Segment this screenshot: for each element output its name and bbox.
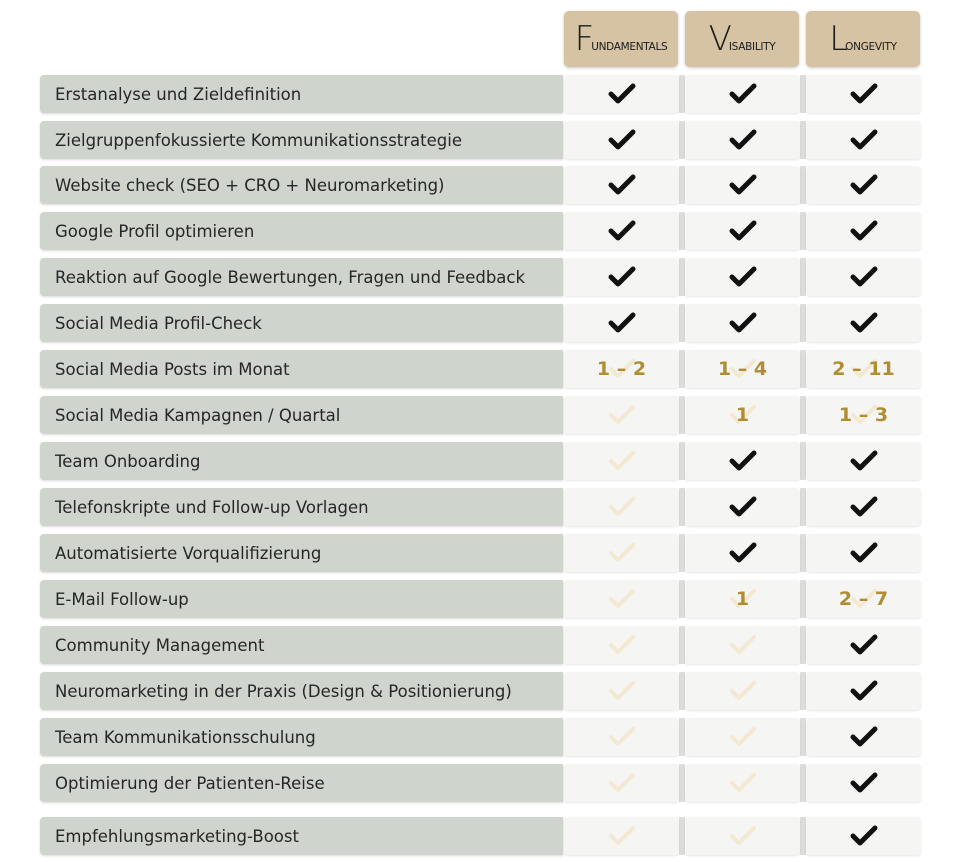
table-row <box>40 121 920 159</box>
check-icon <box>849 449 879 473</box>
faded-check-icon <box>607 587 637 611</box>
quantity-value: 1 – 2 <box>596 358 647 380</box>
faded-check-icon <box>728 679 758 703</box>
quantity-value: 2 – 7 <box>838 588 889 610</box>
feature-label: Social Media Profil-Check <box>40 304 563 342</box>
check-icon <box>849 82 879 106</box>
faded-check-icon <box>607 495 637 519</box>
check-icon <box>728 311 758 335</box>
plan-cell <box>806 817 921 855</box>
table-row <box>40 304 920 342</box>
plan-cell <box>685 764 800 802</box>
plan-cell <box>564 534 679 572</box>
table-row <box>40 488 920 526</box>
check-icon <box>728 219 758 243</box>
table-row <box>40 672 920 710</box>
plan-cell <box>564 442 679 480</box>
plan-cell <box>685 75 800 113</box>
check-icon <box>849 311 879 335</box>
table-row <box>40 764 920 802</box>
check-icon <box>607 82 637 106</box>
quantity-value: 1 – 3 <box>838 404 889 426</box>
check-icon <box>728 82 758 106</box>
plan-initial: V <box>708 19 732 59</box>
check-icon <box>607 265 637 289</box>
check-icon <box>728 265 758 289</box>
faded-check-icon <box>728 725 758 749</box>
plan-cell <box>806 626 921 664</box>
plan-cell <box>685 258 800 296</box>
table-row <box>40 212 920 250</box>
faded-check-icon <box>607 679 637 703</box>
plan-cell <box>685 121 800 159</box>
check-icon <box>607 173 637 197</box>
check-icon <box>607 219 637 243</box>
table-row <box>40 580 920 618</box>
feature-label: Social Media Posts im Monat <box>40 350 563 388</box>
faded-check-icon <box>728 633 758 657</box>
plan-cell <box>564 350 679 388</box>
faded-check-icon <box>607 771 637 795</box>
plan-cell <box>564 75 679 113</box>
plan-cell <box>564 672 679 710</box>
plan-name: ISABILITY <box>728 41 776 53</box>
plan-cell <box>564 258 679 296</box>
plan-cell <box>564 764 679 802</box>
plan-cell <box>685 718 800 756</box>
table-row <box>40 396 920 434</box>
plan-cell <box>685 672 800 710</box>
quantity-value: 1 <box>735 404 750 426</box>
quantity-value: 1 – 4 <box>717 358 768 380</box>
check-icon <box>849 771 879 795</box>
plan-cell <box>806 580 921 618</box>
plan-cell <box>564 488 679 526</box>
table-row <box>40 350 920 388</box>
check-icon <box>849 633 879 657</box>
plan-cell <box>564 396 679 434</box>
check-icon <box>728 128 758 152</box>
plan-cell <box>564 212 679 250</box>
check-icon <box>728 449 758 473</box>
check-icon <box>728 541 758 565</box>
faded-check-icon <box>607 403 637 427</box>
plan-initial: L <box>829 19 849 59</box>
plan-cell <box>685 212 800 250</box>
plan-cell <box>685 817 800 855</box>
plan-cell <box>685 304 800 342</box>
feature-label: E-Mail Follow-up <box>40 580 563 618</box>
feature-label: Team Onboarding <box>40 442 563 480</box>
plan-cell <box>806 442 921 480</box>
feature-label: Empfehlungsmarketing-Boost <box>40 817 563 855</box>
faded-check-icon <box>728 824 758 848</box>
check-icon <box>849 495 879 519</box>
plan-cell <box>685 396 800 434</box>
plan-cell <box>685 166 800 204</box>
feature-label: Reaktion auf Google Bewertungen, Fragen und Feedback <box>40 258 563 296</box>
check-icon <box>849 541 879 565</box>
check-icon <box>849 824 879 848</box>
plan-cell <box>685 488 800 526</box>
check-icon <box>849 265 879 289</box>
feature-label: Erstanalyse und Zieldefinition <box>40 75 563 113</box>
plan-cell <box>806 764 921 802</box>
faded-check-icon <box>607 449 637 473</box>
table-row <box>40 534 920 572</box>
table-row <box>40 258 920 296</box>
feature-label: Neuromarketing in der Praxis (Design & Positionierung) <box>40 672 563 710</box>
plan-cell <box>685 442 800 480</box>
faded-check-icon <box>607 824 637 848</box>
plan-cell <box>806 718 921 756</box>
plan-initial: F <box>574 19 595 59</box>
table-row <box>40 817 920 855</box>
plan-cell <box>685 350 800 388</box>
table-row <box>40 75 920 113</box>
plan-name: ONGEVITY <box>845 41 897 53</box>
check-icon <box>607 311 637 335</box>
feature-label: Social Media Kampagnen / Quartal <box>40 396 563 434</box>
feature-label: Telefonskripte und Follow-up Vorlagen <box>40 488 563 526</box>
plan-cell <box>564 718 679 756</box>
quantity-value: 2 – 11 <box>832 358 895 380</box>
plan-cell <box>564 626 679 664</box>
check-icon <box>849 679 879 703</box>
plan-cell <box>806 672 921 710</box>
table-row <box>40 626 920 664</box>
table-row <box>40 442 920 480</box>
plan-cell <box>685 534 800 572</box>
plan-cell <box>806 75 921 113</box>
check-icon <box>728 495 758 519</box>
faded-check-icon <box>728 771 758 795</box>
faded-check-icon <box>607 541 637 565</box>
plan-cell <box>564 166 679 204</box>
check-icon <box>849 128 879 152</box>
check-icon <box>728 173 758 197</box>
feature-label: Optimierung der Patienten-Reise <box>40 764 563 802</box>
check-icon <box>849 725 879 749</box>
plan-cell <box>564 817 679 855</box>
plan-cell <box>806 534 921 572</box>
feature-label: Zielgruppenfokussierte Kommunikationsstrategie <box>40 121 563 159</box>
table-row <box>40 718 920 756</box>
plan-cell <box>806 166 921 204</box>
plan-cell <box>564 580 679 618</box>
quantity-value: 1 <box>735 588 750 610</box>
plan-cell <box>685 626 800 664</box>
check-icon <box>849 173 879 197</box>
feature-label: Google Profil optimieren <box>40 212 563 250</box>
plan-cell <box>564 121 679 159</box>
plan-cell <box>806 258 921 296</box>
plan-cell <box>806 304 921 342</box>
feature-label: Team Kommunikationsschulung <box>40 718 563 756</box>
table-row <box>40 166 920 204</box>
feature-label: Community Management <box>40 626 563 664</box>
plan-cell <box>806 350 921 388</box>
faded-check-icon <box>607 633 637 657</box>
plan-cell <box>685 580 800 618</box>
check-icon <box>849 219 879 243</box>
plan-cell <box>806 121 921 159</box>
plan-cell <box>806 396 921 434</box>
faded-check-icon <box>607 725 637 749</box>
plan-name: UNDAMENTALS <box>591 41 668 53</box>
plan-cell <box>806 212 921 250</box>
plan-cell <box>806 488 921 526</box>
feature-label: Automatisierte Vorqualifizierung <box>40 534 563 572</box>
feature-label: Website check (SEO + CRO + Neuromarketing) <box>40 166 563 204</box>
check-icon <box>607 128 637 152</box>
plan-cell <box>564 304 679 342</box>
